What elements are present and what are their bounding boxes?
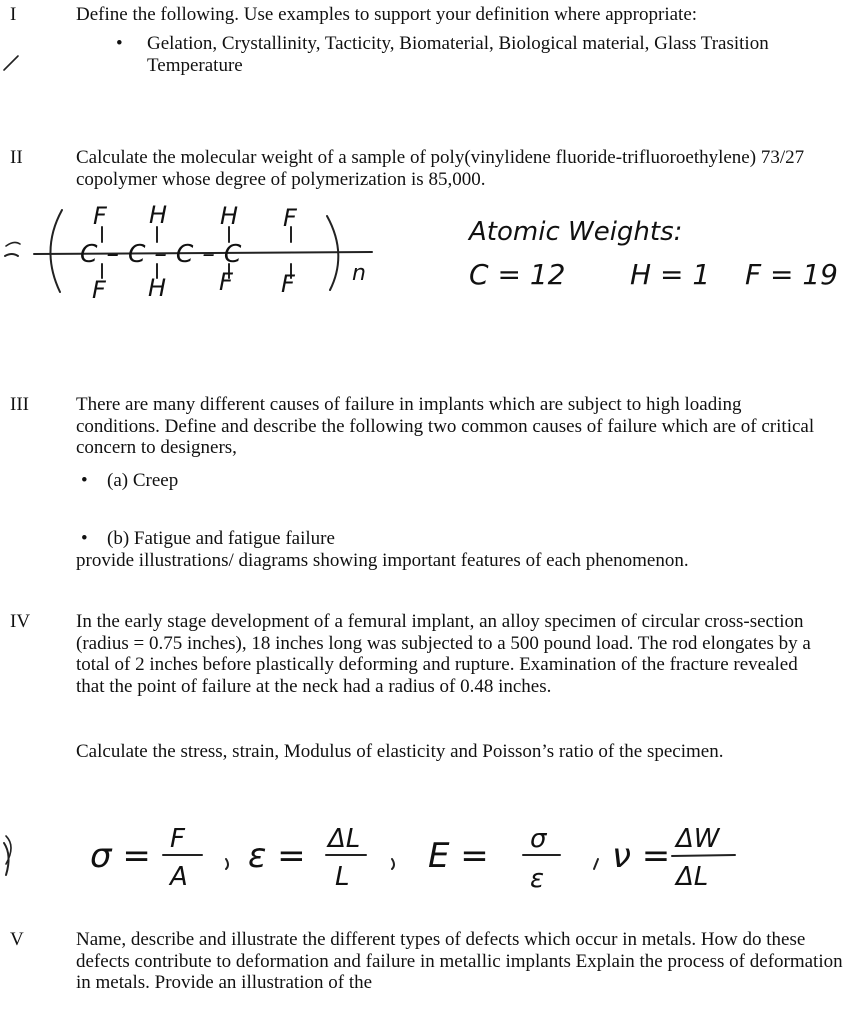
- question-1-bullet-1: Gelation, Crystallinity, Tacticity, Biomaterial, Biological material, Glass Trasition Temperature: [147, 33, 769, 76]
- question-5-text: Name, describe and illustrate the different types of defects which occur in metals. How do these defects contribute to deformation and failure in metallic implants Explain the process of deformation in metals. Provide an illustration of the: [76, 929, 843, 993]
- question-number-2: II: [10, 147, 23, 168]
- bullet-dot: •: [116, 33, 123, 54]
- question-number-4: IV: [10, 611, 31, 632]
- margin-pen-marks: [0, 0, 40, 1024]
- question-number-1: I: [10, 4, 17, 25]
- atomic-weights-title: Atomic Weights:: [469, 217, 683, 247]
- bullet-dot: •: [81, 470, 88, 491]
- question-4-text: In the early stage development of a femural implant, an alloy specimen of circular cross-section (radius = 0.75 inches), 18 inches long was subjected to a 500 pound load. The rod elongates by a total of 2 inches before plastically deforming and rupture. Examination of the fracture revealed that the point of failure at the neck had a radius of 0.48 inches.: [76, 611, 811, 697]
- structure-bottom-1: F: [92, 276, 106, 300]
- stress-numerator: F: [170, 824, 185, 854]
- question-1-text: Define the following. Use examples to support your definition where appropriate:: [76, 4, 698, 25]
- structure-top-3: H: [220, 202, 239, 230]
- atomic-weight-h: H = 1: [630, 258, 711, 291]
- stress-lhs: σ =: [90, 836, 151, 876]
- poisson-numerator: ΔW: [676, 824, 720, 854]
- structure-subscript: n: [352, 261, 366, 286]
- question-4-task: Calculate the stress, strain, Modulus of elasticity and Poisson’s ratio of the specimen.: [76, 741, 724, 762]
- structure-top-4: F: [283, 204, 297, 232]
- handwritten-polymer-structure: [0, 200, 400, 300]
- strain-lhs: ε =: [248, 836, 306, 876]
- atomic-weight-c: C = 12: [469, 258, 566, 291]
- handwritten-atomic-weights: [455, 210, 855, 300]
- question-3-instruction: provide illustrations/ diagrams showing important features of each phenomenon.: [76, 550, 689, 571]
- structure-bottom-2: H: [148, 274, 167, 300]
- stress-denominator: A: [170, 862, 188, 892]
- question-3-bullet-1: (a) Creep: [107, 470, 179, 491]
- handwritten-formulas: [0, 805, 780, 905]
- modulus-denominator: ε: [530, 864, 545, 894]
- question-3-bullet-2: (b) Fatigue and fatigue failure: [107, 528, 335, 549]
- poisson-denominator: ΔL: [676, 862, 709, 892]
- question-number-3: III: [10, 394, 29, 415]
- modulus-lhs: E =: [428, 836, 489, 876]
- atomic-weight-f: F = 19: [745, 258, 838, 291]
- structure-top-1: F: [93, 202, 107, 230]
- question-3-text: There are many different causes of failure in implants which are subject to high loading conditions. Define and describe the following two common causes of failure which are of critical concern to designers,: [76, 394, 815, 458]
- structure-chain: C–C–C–C: [80, 239, 251, 268]
- structure-top-2: H: [149, 201, 168, 229]
- strain-numerator: ΔL: [328, 824, 361, 854]
- bullet-dot: •: [81, 528, 88, 549]
- modulus-numerator: σ: [530, 824, 547, 854]
- question-number-5: V: [10, 929, 24, 950]
- question-2-text: Calculate the molecular weight of a sample of poly(vinylidene fluoride-trifluoroethylene) 73/27 copolymer whose degree of polymerization is 85,000.: [76, 147, 805, 190]
- poisson-lhs: ν =: [612, 836, 671, 876]
- strain-denominator: L: [335, 862, 350, 892]
- structure-bottom-4: F: [281, 270, 295, 298]
- structure-bottom-3: F: [219, 268, 233, 296]
